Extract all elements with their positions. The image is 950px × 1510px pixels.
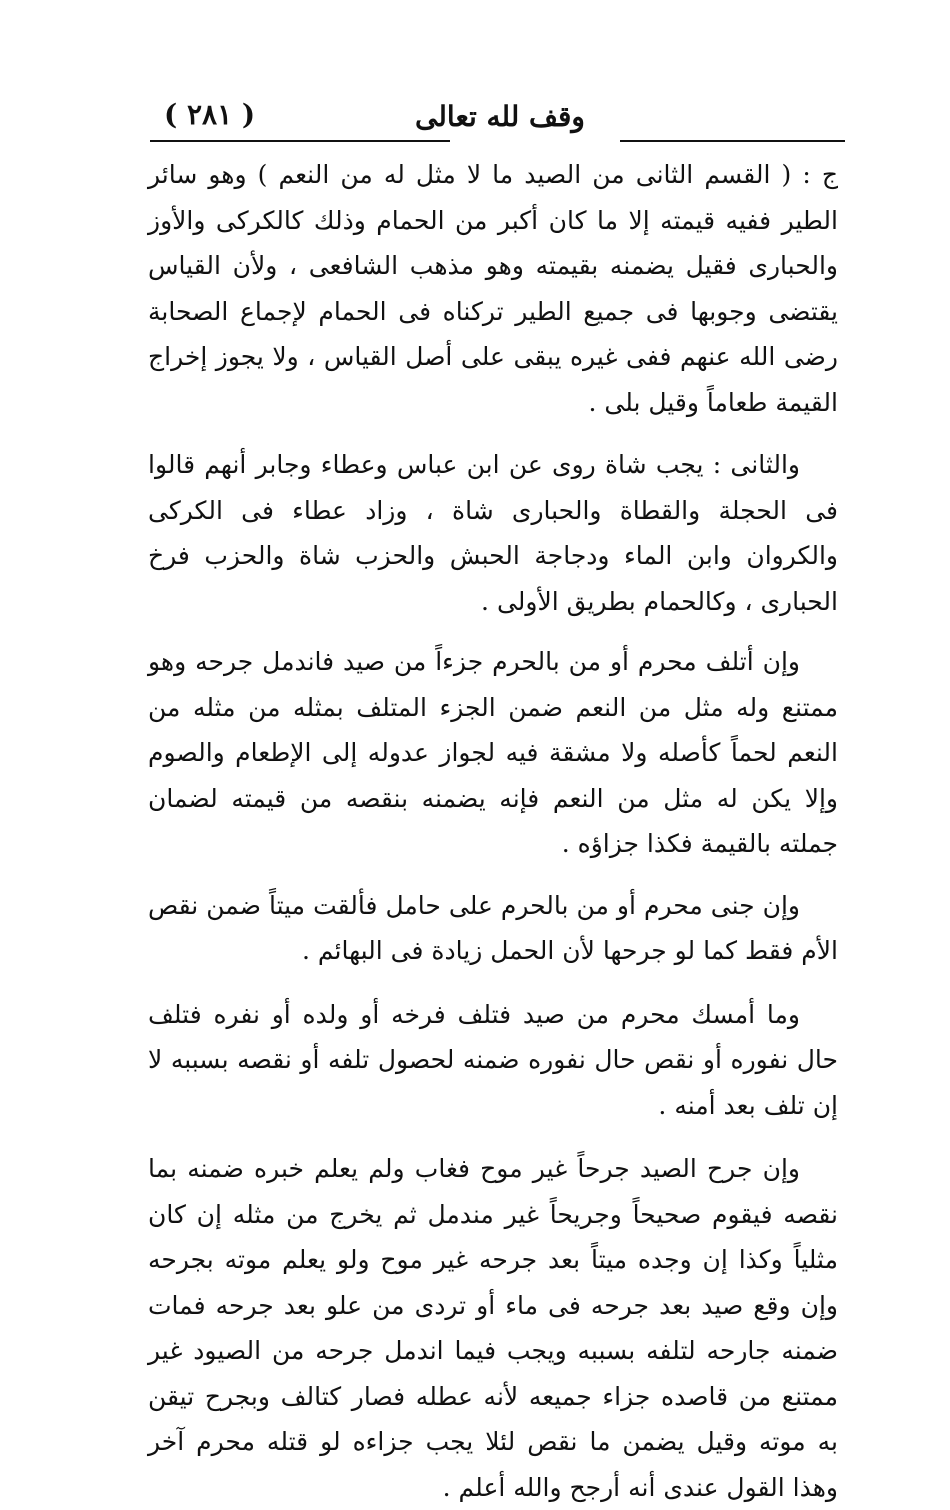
paragraph-2: والثانى : يجب شاة روى عن ابن عباس وعطاء وجابر أنهم قالوا فى الحجلة والقطاة والحبارى شاة ، وزاد عطاء فى الكركى والكروان وابن الماء ودجاجة الحبش والحزب شاة والحزب فرخ الحبارى ، وكالحمام بطريق الأولى . [148, 450, 838, 616]
paragraph-1: ج : ( القسم الثانى من الصيد ما لا مثل له من النعم ) وهو سائر الطير ففيه قيمته إلا ما كان أكبر من الحمام وذلك كالكركى والأوز والحبارى فقيل يضمنه بقيمته وهو مذهب الشافعى ، ولأن القياس يقتضى وجوبها فى جميع الطير تركناه فى الحمام لإجماع الصحابة رضى الله عنهم ففى غيره يبقى على أصل القياس ، ولا يجوز إخراج القيمة طعاماً وقيل بلى . [148, 160, 838, 417]
page-body [148, 152, 838, 1510]
paragraph-6: وإن جرح الصيد جرحاً غير موح فغاب ولم يعلم خبره ضمنه بما نقصه فيقوم صحيحاً وجريحاً غير مندمل ثم يخرج من مثله إن كان مثلياً وكذا إن وجده ميتاً بعد جرحه غير موح ولو يعلم موته بجرحه وإن وقع صيد بعد جرحه فى ماء أو تردى من علو بعد جرحه فمات ضمنه جارحه لتلفه بسببه ويجب فيما اندمل جرحه من الصيود غير ممتنع من قاصده جزاء جميعه لأنه عطله فصار كتالف وبجرح تيقن به موته وقيل يضمن ما نقص لئلا يجب جزاءه لو قتله محرم آخر وهذا القول عندى أنه أرجح والله أعلم . [148, 1154, 838, 1502]
header-rule-right [620, 140, 845, 142]
paragraph-5: وما أمسك محرم من صيد فتلف فرخه أو ولده أو نفره فتلف حال نفوره أو نقص حال نفوره ضمنه لحصول تلفه أو نقصه بسببه لا إن تلف بعد أمنه . [148, 999, 838, 1120]
running-title: وقف لله تعالى [415, 100, 585, 133]
paragraph-4: وإن جنى محرم أو من بالحرم على حامل فألقت ميتاً ضمن نقص الأم فقط كما لو جرحها لأن الحمل زيادة فى البهائم . [148, 890, 838, 965]
page-number: ( ٢٨١ ) [164, 98, 256, 131]
header-rule-left [150, 140, 450, 142]
page-header [150, 92, 850, 142]
paragraph-3: وإن أتلف محرم أو من بالحرم جزءاً من صيد فاندمل جرحه وهو ممتنع وله مثل من النعم ضمن الجزء المتلف بمثله من مثله من النعم لحماً كأصله ولا مشقة فيه لجواز عدوله إلى الإطعام والصوم وإلا يكن له مثل من النعم فإنه يضمنه بنقصه من قيمته لضمان جملته بالقيمة فكذا جزاؤه . [148, 647, 838, 858]
